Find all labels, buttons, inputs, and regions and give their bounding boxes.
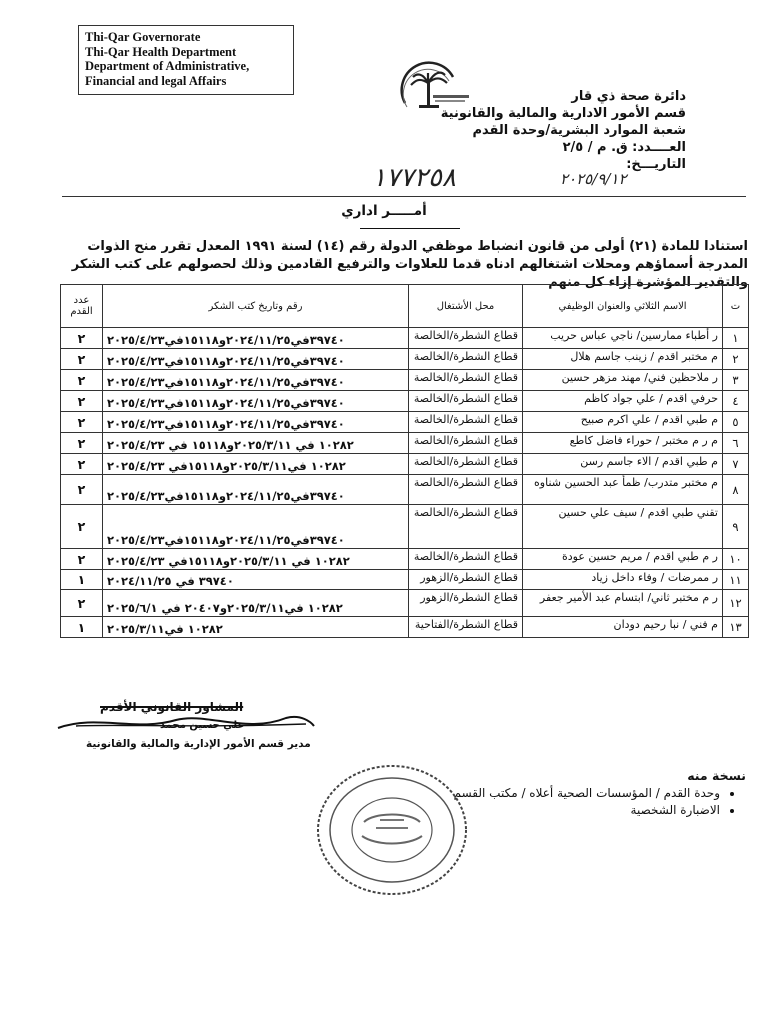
seniority-count: ٢ (61, 505, 103, 549)
header-ref: رقم وتاريخ كتب الشكر (103, 285, 409, 328)
seniority-count: ٢ (61, 475, 103, 505)
work-place: قطاع الشطرة/الخالصة (409, 505, 523, 549)
arabic-header (426, 88, 686, 173)
english-header-box (78, 25, 294, 95)
row-number: ٩ (723, 505, 749, 549)
seniority-count: ٢ (61, 454, 103, 475)
employee-name: حرفي اقدم / علي جواد كاظم (523, 391, 723, 412)
seniority-count: ١ (61, 570, 103, 590)
work-place: قطاع الشطرة/الزهور (409, 590, 523, 617)
row-number: ١١ (723, 570, 749, 590)
awards-table (60, 284, 749, 638)
commendation-ref: ٣٩٧٤٠في٢٠٢٤/١١/٢٥و١٥١١٨في٢٠٢٥/٤/٢٣ (103, 391, 409, 412)
work-place: قطاع الشطرة/الخالصة (409, 391, 523, 412)
row-number: ٨ (723, 475, 749, 505)
row-number: ١٠ (723, 549, 749, 570)
copy-to-title: نسخة منه (687, 768, 746, 783)
official-seal (314, 760, 470, 900)
employee-name: م مختبر متدرب/ ظمأ عبد الحسين شناوه (523, 475, 723, 505)
seniority-count: ٢ (61, 549, 103, 570)
employee-name: تقني طبي اقدم / سيف علي حسين (523, 505, 723, 549)
english-header-line: Financial and legal Affairs (85, 73, 227, 88)
commendation-ref: ١٠٢٨٢ في ٢٠٢٥/٣/١١و١٥١١٨في ٢٠٢٥/٤/٢٣ (103, 549, 409, 570)
table-row (61, 570, 749, 590)
signature-name: علي حسين محمد (160, 720, 245, 731)
seniority-count: ٢ (61, 328, 103, 349)
employee-name: م طبي اقدم / الاء جاسم رسن (523, 454, 723, 475)
header-divider (62, 196, 746, 197)
row-number: ٢ (723, 349, 749, 370)
copy-to-item: • الاضبارة الشخصية (454, 802, 720, 819)
table-row (61, 475, 749, 505)
table-header-row (61, 285, 749, 328)
row-number: ١٢ (723, 590, 749, 617)
header-name: الاسم الثلاثي والعنوان الوظيفي (523, 285, 723, 328)
employee-name: ر ملاحظين فني/ مهند مزهر حسين (523, 370, 723, 391)
handwritten-date: ٢٠٢٥/٩/١٢ (560, 170, 627, 188)
signature-position: مدير قسم الأمور الإدارية والمالية والقانونية (86, 738, 311, 750)
commendation-ref: ٣٩٧٤٠في٢٠٢٤/١١/٢٥و١٥١١٨في٢٠٢٥/٤/٢٣ (103, 370, 409, 391)
work-place: قطاع الشطرة/الخالصة (409, 549, 523, 570)
row-number: ٧ (723, 454, 749, 475)
employee-name: م ر م مختبر / حوراء فاضل كاطع (523, 433, 723, 454)
row-number: ٦ (723, 433, 749, 454)
work-place: قطاع الشطرة/الخالصة (409, 328, 523, 349)
work-place: قطاع الشطرة/الخالصة (409, 412, 523, 433)
table-row (61, 433, 749, 454)
table-row (61, 328, 749, 349)
work-place: قطاع الشطرة/الزهور (409, 570, 523, 590)
table-row (61, 412, 749, 433)
table-row (61, 617, 749, 638)
seniority-count: ٢ (61, 370, 103, 391)
employee-name: م مختبر اقدم / زينب جاسم هلال (523, 349, 723, 370)
arabic-header-line: قسم الأمور الادارية والمالية والقانونية (440, 106, 686, 121)
table-row (61, 549, 749, 570)
work-place: قطاع الشطرة/الخالصة (409, 433, 523, 454)
employee-name: ر م مختبر ثاني/ ابتسام عبد الأمير جعفر (523, 590, 723, 617)
reference-number: العــــدد: ق. م / ٢/٥ (562, 140, 686, 155)
commendation-ref: ٣٩٧٤٠في٢٠٢٤/١١/٢٥و١٥١١٨في٢٠٢٥/٤/٢٣ (103, 412, 409, 433)
commendation-ref: ١٠٢٨٢ في٢٠٢٥/٣/١١و٢٠٤٠٧ في ٢٠٢٥/٦/١ (103, 590, 409, 617)
employee-name: ر أطباء ممارسين/ ناجي عباس حريب (523, 328, 723, 349)
work-place: قطاع الشطرة/الخالصة (409, 454, 523, 475)
row-number: ١٣ (723, 617, 749, 638)
row-number: ١ (723, 328, 749, 349)
seniority-count: ٢ (61, 391, 103, 412)
seniority-count: ٢ (61, 433, 103, 454)
header-qidam: عدد القدم (61, 285, 103, 328)
arabic-header-line: دائرة صحة ذي قار (571, 89, 686, 104)
work-place: قطاع الشطرة/الفتاحية (409, 617, 523, 638)
commendation-ref: ٣٩٧٤٠في٢٠٢٤/١١/٢٥و١٥١١٨في٢٠٢٥/٤/٢٣ (103, 475, 409, 505)
date-label: التاريـــخ: (626, 157, 686, 172)
table-row (61, 505, 749, 549)
table-row (61, 349, 749, 370)
table-row (61, 454, 749, 475)
commendation-ref: ٣٩٧٤٠في٢٠٢٤/١١/٢٥و١٥١١٨في٢٠٢٥/٤/٢٣ (103, 328, 409, 349)
seniority-count: ١ (61, 617, 103, 638)
commendation-ref: ٣٩٧٤٠ في ٢٠٢٤/١١/٢٥ (103, 570, 409, 590)
commendation-ref: ١٠٢٨٢ في٢٠٢٥/٣/١١و١٥١١٨في ٢٠٢٥/٤/٢٣ (103, 454, 409, 475)
row-number: ٤ (723, 391, 749, 412)
commendation-ref: ١٠٢٨٢ في ٢٠٢٥/٣/١١و١٥١١٨ في ٢٠٢٥/٤/٢٣ (103, 433, 409, 454)
seniority-count: ٢ (61, 590, 103, 617)
arabic-header-line: شعبة الموارد البشرية/وحدة القدم (472, 123, 686, 138)
copy-to-item: • وحدة القدم / المؤسسات الصحية أعلاه / مكتب القسم (454, 785, 720, 802)
employee-name: ر ممرضات / وفاء داخل زياد (523, 570, 723, 590)
table-row (61, 370, 749, 391)
order-title-underline (360, 228, 460, 229)
english-header-line: Thi-Qar Governorate (85, 30, 201, 44)
copy-to-section (454, 768, 746, 819)
table-row (61, 590, 749, 617)
commendation-ref: ١٠٢٨٢ في٢٠٢٥/٣/١١ (103, 617, 409, 638)
seniority-count: ٢ (61, 349, 103, 370)
row-number: ٣ (723, 370, 749, 391)
employee-name: م طبي اقدم / علي اكرم صبيح (523, 412, 723, 433)
header-place: محل الأشتغال (409, 285, 523, 328)
work-place: قطاع الشطرة/الخالصة (409, 475, 523, 505)
english-header-line: Department of Administrative, (85, 59, 250, 73)
preamble-text: استنادا للمادة (٢١) أولى من قانون انضباط موظفي الدولة رقم (١٤) لسنة ١٩٩١ المعدل تقرر منح الذوات المدرجة أسماؤهم ومحلات اشتغالهم ادناه قدما للعلاوات والترفيع القادمين وذلك لحصولهم على كتب الشكر والتقدير المؤشرة إزاء كل منهم (71, 239, 748, 290)
signature-title: المشاور القانوني الأقدم (100, 700, 244, 714)
english-header-line: Thi-Qar Health Department (85, 44, 237, 59)
employee-name: ر م طبي اقدم / مريم حسين عودة (523, 549, 723, 570)
order-title: أمـــــر اداري (341, 203, 427, 219)
work-place: قطاع الشطرة/الخالصة (409, 349, 523, 370)
commendation-ref: ٣٩٧٤٠في٢٠٢٤/١١/٢٥و١٥١١٨في٢٠٢٥/٤/٢٣ (103, 505, 409, 549)
commendation-ref: ٣٩٧٤٠في٢٠٢٤/١١/٢٥و١٥١١٨في٢٠٢٥/٤/٢٣ (103, 349, 409, 370)
table-row (61, 391, 749, 412)
work-place: قطاع الشطرة/الخالصة (409, 370, 523, 391)
employee-name: م فني / نبا رحيم دودان (523, 617, 723, 638)
handwritten-number: ١٧٧٢٥٨ (372, 163, 456, 193)
seniority-count: ٢ (61, 412, 103, 433)
row-number: ٥ (723, 412, 749, 433)
header-num: ت (723, 285, 749, 328)
